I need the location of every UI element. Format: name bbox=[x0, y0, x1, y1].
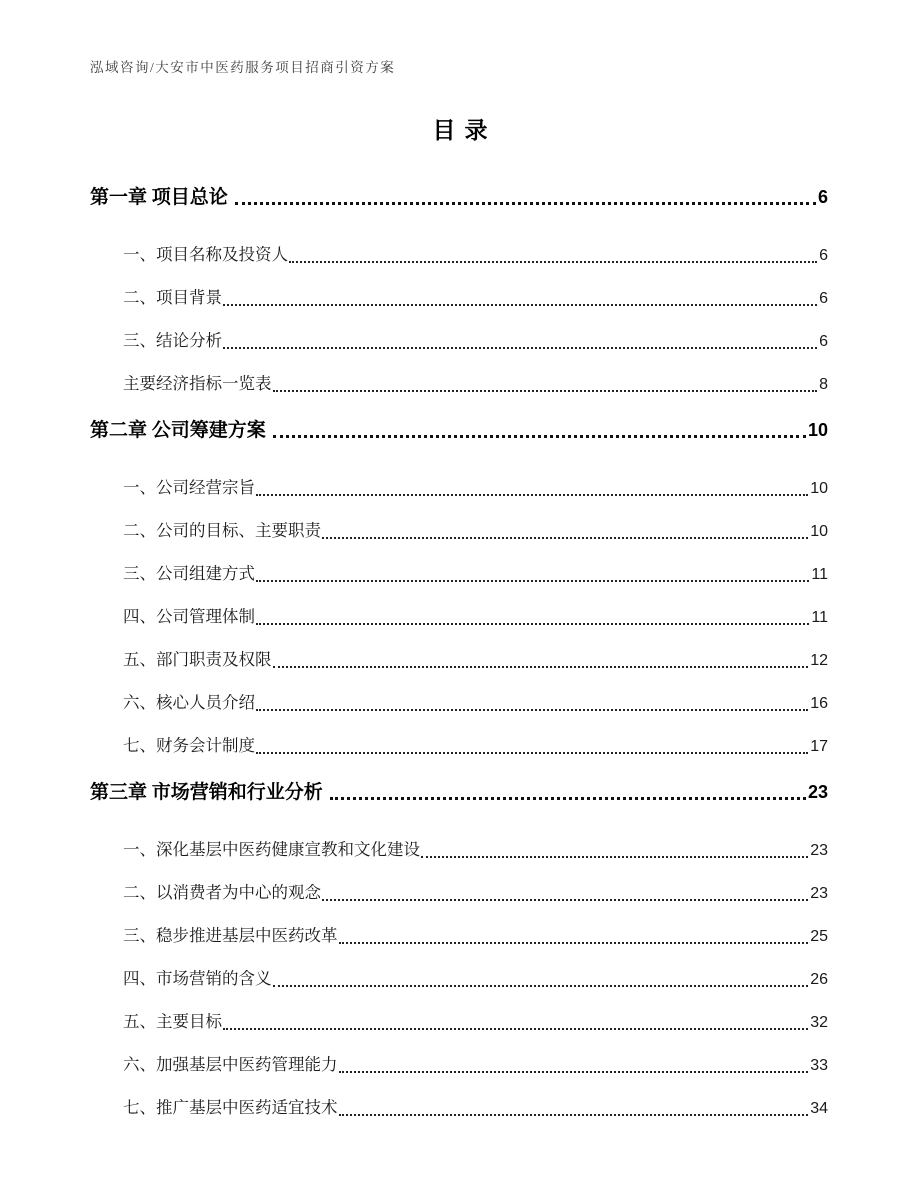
toc-entry-label: 三、稳步推进基层中医药改革 bbox=[123, 926, 338, 945]
toc-entry-label: 四、市场营销的含义 bbox=[123, 969, 272, 988]
toc-entry-label: 五、部门职责及权限 bbox=[123, 650, 272, 669]
toc-entry-label: 一、公司经营宗旨 bbox=[123, 478, 255, 497]
dot-leader bbox=[256, 709, 808, 711]
dot-leader bbox=[223, 304, 817, 306]
toc-entry-label: 二、公司的目标、主要职责 bbox=[123, 521, 321, 540]
toc-page-number: 32 bbox=[810, 1014, 828, 1031]
toc-item-entry[interactable] bbox=[123, 968, 828, 991]
toc-item-entry[interactable] bbox=[123, 839, 828, 862]
dot-leader bbox=[339, 1114, 809, 1116]
dot-leader bbox=[289, 261, 817, 263]
toc-page-number: 10 bbox=[810, 523, 828, 540]
toc-item-entry[interactable] bbox=[123, 520, 828, 543]
toc-entry-label: 第一章 项目总论 bbox=[90, 187, 228, 208]
toc-page-number: 23 bbox=[810, 885, 828, 902]
dot-leader bbox=[339, 942, 809, 944]
toc-entry-label: 五、主要目标 bbox=[123, 1012, 222, 1031]
toc-page-number: 33 bbox=[810, 1057, 828, 1074]
toc-page-number: 8 bbox=[819, 376, 828, 393]
toc-chapter-entry[interactable] bbox=[90, 418, 828, 443]
table-of-contents bbox=[90, 185, 828, 1120]
toc-page-number: 10 bbox=[807, 420, 828, 440]
toc-chapter-entry[interactable] bbox=[90, 780, 828, 805]
toc-item-entry[interactable] bbox=[123, 925, 828, 948]
dot-leader bbox=[223, 347, 817, 349]
toc-item-entry[interactable] bbox=[123, 287, 828, 310]
toc-entry-label: 三、公司组建方式 bbox=[123, 564, 255, 583]
toc-entry-label: 一、项目名称及投资人 bbox=[123, 245, 288, 264]
toc-item-entry[interactable] bbox=[123, 1011, 828, 1034]
toc-title: 目录 bbox=[432, 118, 497, 143]
dot-leader bbox=[421, 856, 808, 858]
toc-item-entry[interactable] bbox=[123, 477, 828, 500]
header-text: 泓域咨询/大安市中医药服务项目招商引资方案 bbox=[90, 60, 396, 75]
toc-chapter-entry[interactable] bbox=[90, 185, 828, 210]
toc-item-entry[interactable] bbox=[123, 1097, 828, 1120]
toc-item-entry[interactable] bbox=[123, 563, 828, 586]
dot-leader bbox=[322, 899, 808, 901]
toc-page-number: 6 bbox=[819, 290, 828, 307]
dot-leader bbox=[223, 1028, 808, 1030]
dot-leader bbox=[330, 797, 806, 800]
toc-entry-label: 七、推广基层中医药适宜技术 bbox=[123, 1098, 338, 1117]
toc-entry-label: 七、财务会计制度 bbox=[123, 736, 255, 755]
toc-item-entry[interactable] bbox=[123, 882, 828, 905]
dot-leader bbox=[273, 666, 809, 668]
toc-item-entry[interactable] bbox=[123, 244, 828, 267]
toc-entry-label: 主要经济指标一览表 bbox=[123, 374, 272, 393]
toc-entry-label: 一、深化基层中医药健康宣教和文化建设 bbox=[123, 840, 420, 859]
dot-leader bbox=[256, 494, 808, 496]
toc-item-entry[interactable] bbox=[123, 692, 828, 715]
toc-page-number: 12 bbox=[810, 652, 828, 669]
toc-entry-label: 三、结论分析 bbox=[123, 331, 222, 350]
toc-entry-label: 六、加强基层中医药管理能力 bbox=[123, 1055, 338, 1074]
toc-page-number: 34 bbox=[810, 1100, 828, 1117]
toc-page-number: 11 bbox=[811, 609, 828, 626]
dot-leader bbox=[256, 752, 808, 754]
dot-leader bbox=[273, 985, 809, 987]
toc-page-number: 17 bbox=[810, 738, 828, 755]
toc-page-number: 16 bbox=[810, 695, 828, 712]
toc-page-number: 23 bbox=[807, 782, 828, 802]
toc-entry-label: 第二章 公司筹建方案 bbox=[90, 420, 266, 441]
toc-page-number: 11 bbox=[811, 566, 828, 583]
dot-leader bbox=[273, 435, 806, 438]
dot-leader bbox=[235, 202, 816, 205]
toc-page-number: 6 bbox=[819, 333, 828, 350]
toc-entry-label: 第三章 市场营销和行业分析 bbox=[90, 782, 323, 803]
toc-item-entry[interactable] bbox=[123, 735, 828, 758]
dot-leader bbox=[322, 537, 808, 539]
dot-leader bbox=[339, 1071, 809, 1073]
dot-leader bbox=[273, 390, 818, 392]
toc-item-entry[interactable] bbox=[123, 606, 828, 629]
dot-leader bbox=[256, 623, 809, 625]
toc-page-number: 6 bbox=[819, 247, 828, 264]
toc-page-number: 23 bbox=[810, 842, 828, 859]
document-header bbox=[90, 59, 395, 76]
toc-entry-label: 二、项目背景 bbox=[123, 288, 222, 307]
toc-entry-label: 六、核心人员介绍 bbox=[123, 693, 255, 712]
dot-leader bbox=[256, 580, 809, 582]
toc-page-number: 6 bbox=[817, 187, 828, 207]
toc-item-entry[interactable] bbox=[123, 1054, 828, 1077]
toc-page-number: 25 bbox=[810, 928, 828, 945]
toc-item-entry[interactable] bbox=[123, 649, 828, 672]
toc-page-number: 26 bbox=[810, 971, 828, 988]
toc-item-entry[interactable] bbox=[123, 373, 828, 396]
toc-entry-label: 二、以消费者为中心的观念 bbox=[123, 883, 321, 902]
toc-page-number: 10 bbox=[810, 480, 828, 497]
toc-entry-label: 四、公司管理体制 bbox=[123, 607, 255, 626]
toc-item-entry[interactable] bbox=[123, 330, 828, 353]
